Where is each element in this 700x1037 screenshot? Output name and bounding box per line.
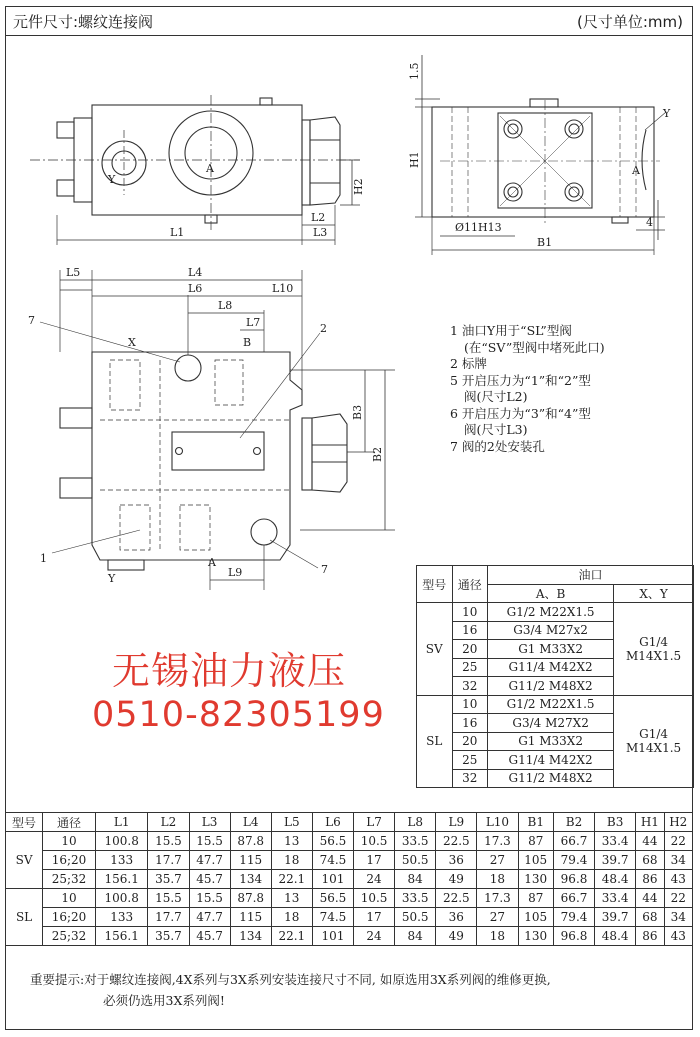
dim-1-5: 1.5 bbox=[408, 62, 421, 80]
dim-value-cell: 33.5 bbox=[395, 889, 436, 908]
port-size-cell: 20 bbox=[452, 732, 488, 751]
dim-model-cell: SV bbox=[6, 832, 43, 889]
port-size-cell: 20 bbox=[452, 640, 488, 659]
dim-value-cell: 79.4 bbox=[553, 908, 594, 927]
dim-value-cell: 17.3 bbox=[477, 889, 518, 908]
dim-value-cell: 15.5 bbox=[148, 832, 189, 851]
dim-value-cell: 84 bbox=[395, 870, 436, 889]
port-ab-cell: G11/4 M42X2 bbox=[488, 751, 614, 770]
dim-value-cell: 47.7 bbox=[189, 908, 230, 927]
dim-value-cell: 17 bbox=[354, 908, 395, 927]
port-size-cell: 25 bbox=[452, 658, 488, 677]
dimension-table bbox=[5, 812, 693, 946]
dim-l1: L1 bbox=[170, 226, 185, 239]
dim-value-cell: 33.5 bbox=[395, 832, 436, 851]
note-line: 5 开启压力为“1”和“2”型 bbox=[450, 372, 591, 388]
dim-value-cell: 17.7 bbox=[148, 851, 189, 870]
dim-l3: L3 bbox=[313, 226, 328, 239]
dim-table-row bbox=[6, 851, 693, 870]
dim-value-cell: 50.5 bbox=[395, 908, 436, 927]
note-line: 2 标牌 bbox=[450, 356, 487, 371]
dim-value-cell: 13 bbox=[271, 889, 312, 908]
dim-value-cell: 101 bbox=[312, 870, 353, 889]
dim-value-cell: 33.4 bbox=[595, 832, 636, 851]
dim-value-cell: 17.7 bbox=[148, 908, 189, 927]
note-line: 阀(尺寸L3) bbox=[464, 422, 528, 437]
dim-value-cell: 16;20 bbox=[43, 908, 96, 927]
dim-value-cell: 36 bbox=[436, 908, 477, 927]
port-xy-cell bbox=[614, 695, 694, 788]
front-port-a-label: A bbox=[208, 556, 216, 569]
dim-header-cell: 型号 bbox=[6, 813, 43, 832]
dim-header-cell: B1 bbox=[518, 813, 553, 832]
dim-value-cell: 101 bbox=[312, 927, 353, 946]
port-table-row bbox=[417, 695, 694, 714]
port-xy-line: M14X1.5 bbox=[626, 648, 682, 663]
dim-header-cell: L5 bbox=[271, 813, 312, 832]
port-header-ab: A、B bbox=[488, 584, 614, 603]
dim-value-cell: 22 bbox=[664, 889, 692, 908]
dim-value-cell: 74.5 bbox=[312, 908, 353, 927]
dim-value-cell: 35.7 bbox=[148, 870, 189, 889]
dim-header-cell: L1 bbox=[95, 813, 147, 832]
dim-header-cell: L2 bbox=[148, 813, 189, 832]
dim-value-cell: 18 bbox=[271, 908, 312, 927]
dim-l10: L10 bbox=[272, 282, 294, 295]
callout-2: 2 bbox=[320, 322, 327, 335]
dim-model-cell: SL bbox=[6, 889, 43, 946]
dim-value-cell: 105 bbox=[518, 851, 553, 870]
unit-note: (尺寸单位:mm) bbox=[577, 13, 683, 31]
dim-h2: H2 bbox=[352, 178, 365, 195]
note-line: 7 阀的2处安装孔 bbox=[450, 438, 545, 454]
port-table-row bbox=[417, 603, 694, 622]
dim-hole-diameter: Ø11H13 bbox=[455, 221, 502, 234]
dim-value-cell: 49 bbox=[436, 927, 477, 946]
dim-value-cell: 100.8 bbox=[95, 889, 147, 908]
dim-header-cell: L3 bbox=[189, 813, 230, 832]
front-port-x-label: X bbox=[128, 336, 136, 349]
dim-value-cell: 115 bbox=[230, 851, 271, 870]
dim-value-cell: 18 bbox=[477, 927, 518, 946]
dim-b1: B1 bbox=[537, 236, 553, 249]
port-size-cell: 32 bbox=[452, 769, 488, 788]
dim-value-cell: 100.8 bbox=[95, 832, 147, 851]
dim-b3: B3 bbox=[351, 404, 364, 420]
drawing-notes bbox=[450, 323, 605, 455]
dim-value-cell: 79.4 bbox=[553, 851, 594, 870]
dim-value-cell: 17 bbox=[354, 851, 395, 870]
dim-value-cell: 156.1 bbox=[95, 870, 147, 889]
dim-value-cell: 39.7 bbox=[595, 908, 636, 927]
dim-value-cell: 22 bbox=[664, 832, 692, 851]
dim-value-cell: 45.7 bbox=[189, 870, 230, 889]
port-ab-cell: G1/2 M22X1.5 bbox=[488, 603, 614, 622]
dim-value-cell: 156.1 bbox=[95, 927, 147, 946]
dim-header-cell: B2 bbox=[553, 813, 594, 832]
callout-7-bottom: 7 bbox=[321, 563, 328, 576]
dim-value-cell: 10 bbox=[43, 889, 96, 908]
port-ab-cell: G3/4 M27X2 bbox=[488, 714, 614, 733]
dim-header-cell: H2 bbox=[664, 813, 692, 832]
top-port-a-label: A bbox=[206, 162, 214, 175]
dim-value-cell: 49 bbox=[436, 870, 477, 889]
side-port-a-label: A bbox=[632, 164, 640, 177]
dim-value-cell: 45.7 bbox=[189, 927, 230, 946]
dim-value-cell: 10 bbox=[43, 832, 96, 851]
dim-header-cell: H1 bbox=[636, 813, 664, 832]
dim-table-row bbox=[6, 870, 693, 889]
dim-value-cell: 96.8 bbox=[553, 927, 594, 946]
dim-value-cell: 130 bbox=[518, 927, 553, 946]
dim-value-cell: 34 bbox=[664, 908, 692, 927]
dim-value-cell: 18 bbox=[271, 851, 312, 870]
dim-value-cell: 22.1 bbox=[271, 870, 312, 889]
dim-value-cell: 74.5 bbox=[312, 851, 353, 870]
dim-value-cell: 48.4 bbox=[595, 870, 636, 889]
top-port-y-label: Y bbox=[108, 173, 116, 186]
dim-4: 4 bbox=[646, 216, 653, 229]
dim-header-cell: L9 bbox=[436, 813, 477, 832]
side-port-y-label: Y bbox=[663, 107, 671, 120]
dim-value-cell: 50.5 bbox=[395, 851, 436, 870]
port-size-cell: 25 bbox=[452, 751, 488, 770]
dim-value-cell: 33.4 bbox=[595, 889, 636, 908]
port-xy-line: G1/4 bbox=[639, 727, 669, 742]
front-view-drawing bbox=[40, 270, 395, 590]
watermark-phone: 0510-82305199 bbox=[92, 695, 385, 735]
front-port-y-label: Y bbox=[108, 572, 116, 585]
front-port-b-label: B bbox=[243, 336, 252, 349]
dim-value-cell: 36 bbox=[436, 851, 477, 870]
dim-l4: L4 bbox=[188, 266, 203, 279]
dim-value-cell: 96.8 bbox=[553, 870, 594, 889]
port-ab-cell: G1 M33X2 bbox=[488, 732, 614, 751]
dim-table-row bbox=[6, 889, 693, 908]
dim-value-cell: 48.4 bbox=[595, 927, 636, 946]
dim-value-cell: 15.5 bbox=[148, 889, 189, 908]
dim-value-cell: 35.7 bbox=[148, 927, 189, 946]
port-ab-cell: G1/2 M22X1.5 bbox=[488, 695, 614, 714]
callout-7-top: 7 bbox=[28, 314, 35, 327]
dim-value-cell: 86 bbox=[636, 870, 664, 889]
port-header-size: 通径 bbox=[452, 566, 488, 603]
dim-value-cell: 87 bbox=[518, 832, 553, 851]
port-model-cell: SL bbox=[417, 695, 453, 788]
dim-value-cell: 68 bbox=[636, 851, 664, 870]
important-notice bbox=[30, 969, 551, 1011]
dim-header-cell: L6 bbox=[312, 813, 353, 832]
dim-header-cell: 通径 bbox=[43, 813, 96, 832]
dim-header-cell: L4 bbox=[230, 813, 271, 832]
note-line: (在“SV”型阀中堵死此口) bbox=[464, 339, 605, 355]
port-size-cell: 10 bbox=[452, 695, 488, 714]
dim-value-cell: 22.5 bbox=[436, 832, 477, 851]
dim-b2: B2 bbox=[371, 446, 384, 462]
dim-l2: L2 bbox=[311, 211, 326, 224]
sheet-title: 元件尺寸:螺纹连接阀 bbox=[13, 13, 154, 31]
dim-value-cell: 133 bbox=[95, 851, 147, 870]
port-xy-cell bbox=[614, 603, 694, 696]
dim-value-cell: 87.8 bbox=[230, 889, 271, 908]
dim-value-cell: 13 bbox=[271, 832, 312, 851]
dim-value-cell: 10.5 bbox=[354, 889, 395, 908]
dim-header-cell: L8 bbox=[395, 813, 436, 832]
dim-value-cell: 87.8 bbox=[230, 832, 271, 851]
dim-l7: L7 bbox=[246, 316, 261, 329]
callout-1: 1 bbox=[40, 552, 47, 565]
dim-table-row bbox=[6, 927, 693, 946]
dim-value-cell: 86 bbox=[636, 927, 664, 946]
dim-value-cell: 44 bbox=[636, 889, 664, 908]
port-size-table bbox=[416, 565, 694, 788]
dim-value-cell: 130 bbox=[518, 870, 553, 889]
dim-value-cell: 25;32 bbox=[43, 870, 96, 889]
dim-value-cell: 15.5 bbox=[189, 832, 230, 851]
dim-value-cell: 105 bbox=[518, 908, 553, 927]
dim-value-cell: 16;20 bbox=[43, 851, 96, 870]
dim-value-cell: 87 bbox=[518, 889, 553, 908]
dim-l6: L6 bbox=[188, 282, 203, 295]
note-line: 1 油口Y用于“SL”型阀 bbox=[450, 323, 572, 338]
dim-value-cell: 44 bbox=[636, 832, 664, 851]
dim-value-cell: 10.5 bbox=[354, 832, 395, 851]
dim-value-cell: 56.5 bbox=[312, 832, 353, 851]
port-header-xy: X、Y bbox=[614, 584, 694, 603]
side-view-drawing bbox=[415, 55, 666, 255]
dim-h1: H1 bbox=[408, 151, 421, 168]
port-xy-line: M14X1.5 bbox=[626, 741, 682, 756]
port-ab-cell: G3/4 M27x2 bbox=[488, 621, 614, 640]
port-size-cell: 32 bbox=[452, 677, 488, 696]
port-header-model: 型号 bbox=[417, 566, 453, 603]
dim-value-cell: 66.7 bbox=[553, 889, 594, 908]
dim-value-cell: 133 bbox=[95, 908, 147, 927]
dim-header-cell: L10 bbox=[477, 813, 518, 832]
port-model-cell: SV bbox=[417, 603, 453, 696]
dim-value-cell: 17.3 bbox=[477, 832, 518, 851]
port-ab-cell: G1 M33X2 bbox=[488, 640, 614, 659]
dim-value-cell: 25;32 bbox=[43, 927, 96, 946]
dim-value-cell: 43 bbox=[664, 870, 692, 889]
port-size-cell: 10 bbox=[452, 603, 488, 622]
note-line: 6 开启压力为“3”和“4”型 bbox=[450, 405, 591, 421]
port-ab-cell: G11/2 M48X2 bbox=[488, 769, 614, 788]
dim-value-cell: 34 bbox=[664, 851, 692, 870]
dim-value-cell: 39.7 bbox=[595, 851, 636, 870]
dim-value-cell: 24 bbox=[354, 927, 395, 946]
watermark-company: 无锡油力液压 bbox=[112, 649, 347, 693]
dim-value-cell: 27 bbox=[477, 908, 518, 927]
dim-table-row bbox=[6, 832, 693, 851]
dim-value-cell: 22.5 bbox=[436, 889, 477, 908]
dim-value-cell: 68 bbox=[636, 908, 664, 927]
dim-header-cell: B3 bbox=[595, 813, 636, 832]
dim-value-cell: 115 bbox=[230, 908, 271, 927]
port-header-ports: 油口 bbox=[488, 566, 694, 585]
port-size-cell: 16 bbox=[452, 621, 488, 640]
dim-value-cell: 134 bbox=[230, 870, 271, 889]
dim-value-cell: 47.7 bbox=[189, 851, 230, 870]
dim-value-cell: 134 bbox=[230, 927, 271, 946]
dim-value-cell: 84 bbox=[395, 927, 436, 946]
dim-value-cell: 22.1 bbox=[271, 927, 312, 946]
dim-value-cell: 18 bbox=[477, 870, 518, 889]
notice-line-1: 重要提示:对于螺纹连接阀,4X系列与3X系列安装连接尺寸不同, 如原选用3X系列阀的维修更换, bbox=[30, 972, 551, 987]
port-ab-cell: G11/2 M48X2 bbox=[488, 677, 614, 696]
dim-value-cell: 15.5 bbox=[189, 889, 230, 908]
dim-value-cell: 66.7 bbox=[553, 832, 594, 851]
port-xy-line: G1/4 bbox=[639, 634, 669, 649]
dim-l5: L5 bbox=[66, 266, 81, 279]
port-ab-cell: G11/4 M42X2 bbox=[488, 658, 614, 677]
dim-value-cell: 43 bbox=[664, 927, 692, 946]
dim-table-row bbox=[6, 908, 693, 927]
dim-header-cell: L7 bbox=[354, 813, 395, 832]
dim-value-cell: 27 bbox=[477, 851, 518, 870]
notice-line-2: 必须仍选用3X系列阀! bbox=[103, 993, 225, 1008]
dim-l9: L9 bbox=[228, 566, 243, 579]
note-line: 阀(尺寸L2) bbox=[464, 389, 528, 404]
dim-value-cell: 56.5 bbox=[312, 889, 353, 908]
dim-value-cell: 24 bbox=[354, 870, 395, 889]
dim-l8: L8 bbox=[218, 299, 233, 312]
port-size-cell: 16 bbox=[452, 714, 488, 733]
